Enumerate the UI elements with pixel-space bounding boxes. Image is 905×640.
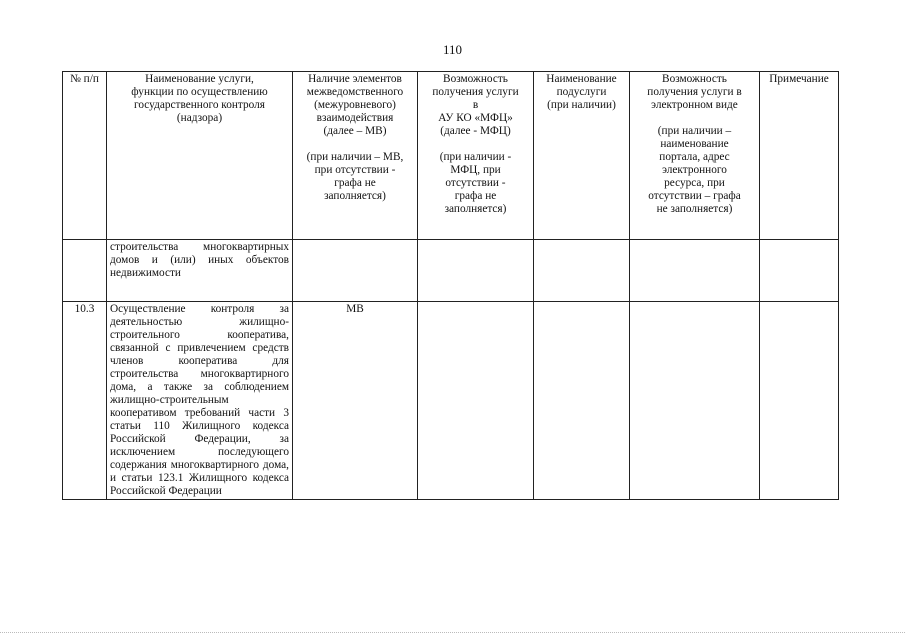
header-text-line: (далее – МВ)	[323, 125, 387, 137]
header-text-line: заполняется)	[444, 203, 507, 215]
scan-edge-line	[0, 632, 905, 634]
header-text-line: функции по осуществлению	[131, 86, 268, 98]
table-row	[63, 302, 839, 500]
header-note	[760, 72, 839, 240]
header-text-line: (при наличии –	[657, 125, 732, 137]
header-text-line: МФЦ, при	[450, 164, 501, 176]
header-text-line: взаимодействия	[316, 112, 394, 124]
header-text-line: Возможность	[443, 73, 508, 85]
header-text-line: заполняется)	[324, 190, 386, 202]
header-mfc	[418, 72, 534, 240]
header-text-line: подуслуги	[556, 86, 607, 98]
header-subservice	[534, 72, 630, 240]
header-text-line: наименование	[660, 138, 729, 150]
row-subservice	[534, 302, 630, 500]
header-text-line: (надзора)	[176, 112, 223, 124]
header-text-line: ресурса, при	[664, 177, 725, 189]
row-service-name: Осуществление контроля за деятельностью жилищно-строительного кооператива, связанной с привлечением средств членов кооператива для строительства многоквартирного дома, а также за соблюдением жилищно-строительным кооперативом требований части 3 статьи 110 Жилищного кодекса Российской Федерации, за исключением последующего содержания многоквартирного дома, и статьи 123.1 Жилищного кодекса Российской Федерации	[107, 302, 293, 500]
header-text-line: (при наличии -	[439, 151, 512, 163]
header-text-line: (при наличии)	[547, 99, 616, 111]
header-text-line: Примечание	[769, 73, 829, 85]
header-text-line: не заполняется)	[656, 203, 733, 215]
table-row	[63, 240, 839, 302]
row-mv	[293, 240, 418, 302]
header-text-line: государственного контроля	[134, 99, 265, 111]
header-text-line: в	[472, 99, 479, 111]
header-text-line: получения услуги	[432, 86, 519, 98]
services-table	[62, 71, 839, 500]
row-mfc	[418, 302, 534, 500]
row-number	[63, 240, 107, 302]
row-number: 10.3	[63, 302, 107, 500]
header-text-line: межведомственного	[306, 86, 404, 98]
header-text-line: Наименование	[546, 73, 617, 85]
header-text-line: (межуровневого)	[314, 99, 396, 111]
header-text-line: получения услуги в	[647, 86, 742, 98]
row-subservice	[534, 240, 630, 302]
header-text-line: отсутствии – графа	[648, 190, 741, 202]
row-service-name: строительства многоквартирных домов и (или) иных объектов недвижимости	[107, 240, 293, 302]
header-row	[63, 72, 839, 240]
header-text-line: графа не	[454, 190, 497, 202]
row-note	[760, 240, 839, 302]
header-text-line: электронном виде	[651, 99, 738, 111]
header-text-line: графа не	[334, 177, 376, 189]
header-text-line: портала, адрес	[659, 151, 730, 163]
header-text-line: Наименование услуги,	[145, 73, 254, 85]
row-electronic	[630, 240, 760, 302]
header-electronic	[630, 72, 760, 240]
header-mv	[293, 72, 418, 240]
header-text-line: отсутствии -	[445, 177, 506, 189]
header-text-line: АУ КО «МФЦ»	[438, 112, 513, 124]
page-number: 110	[442, 42, 463, 57]
header-text-line: № п/п	[70, 73, 99, 85]
header-text-line: Наличие элементов	[308, 73, 402, 85]
header-text-line: Возможность	[662, 73, 727, 85]
header-number	[63, 72, 107, 240]
header-text-line: (при наличии – МВ,	[306, 151, 404, 163]
row-note	[760, 302, 839, 500]
header-text-line: электронного	[662, 164, 727, 176]
row-mv: МВ	[293, 302, 418, 500]
header-service-name	[107, 72, 293, 240]
header-text-line: (далее - МФЦ)	[440, 125, 511, 137]
row-mfc	[418, 240, 534, 302]
row-electronic	[630, 302, 760, 500]
header-text-line: при отсутствии -	[314, 164, 396, 176]
